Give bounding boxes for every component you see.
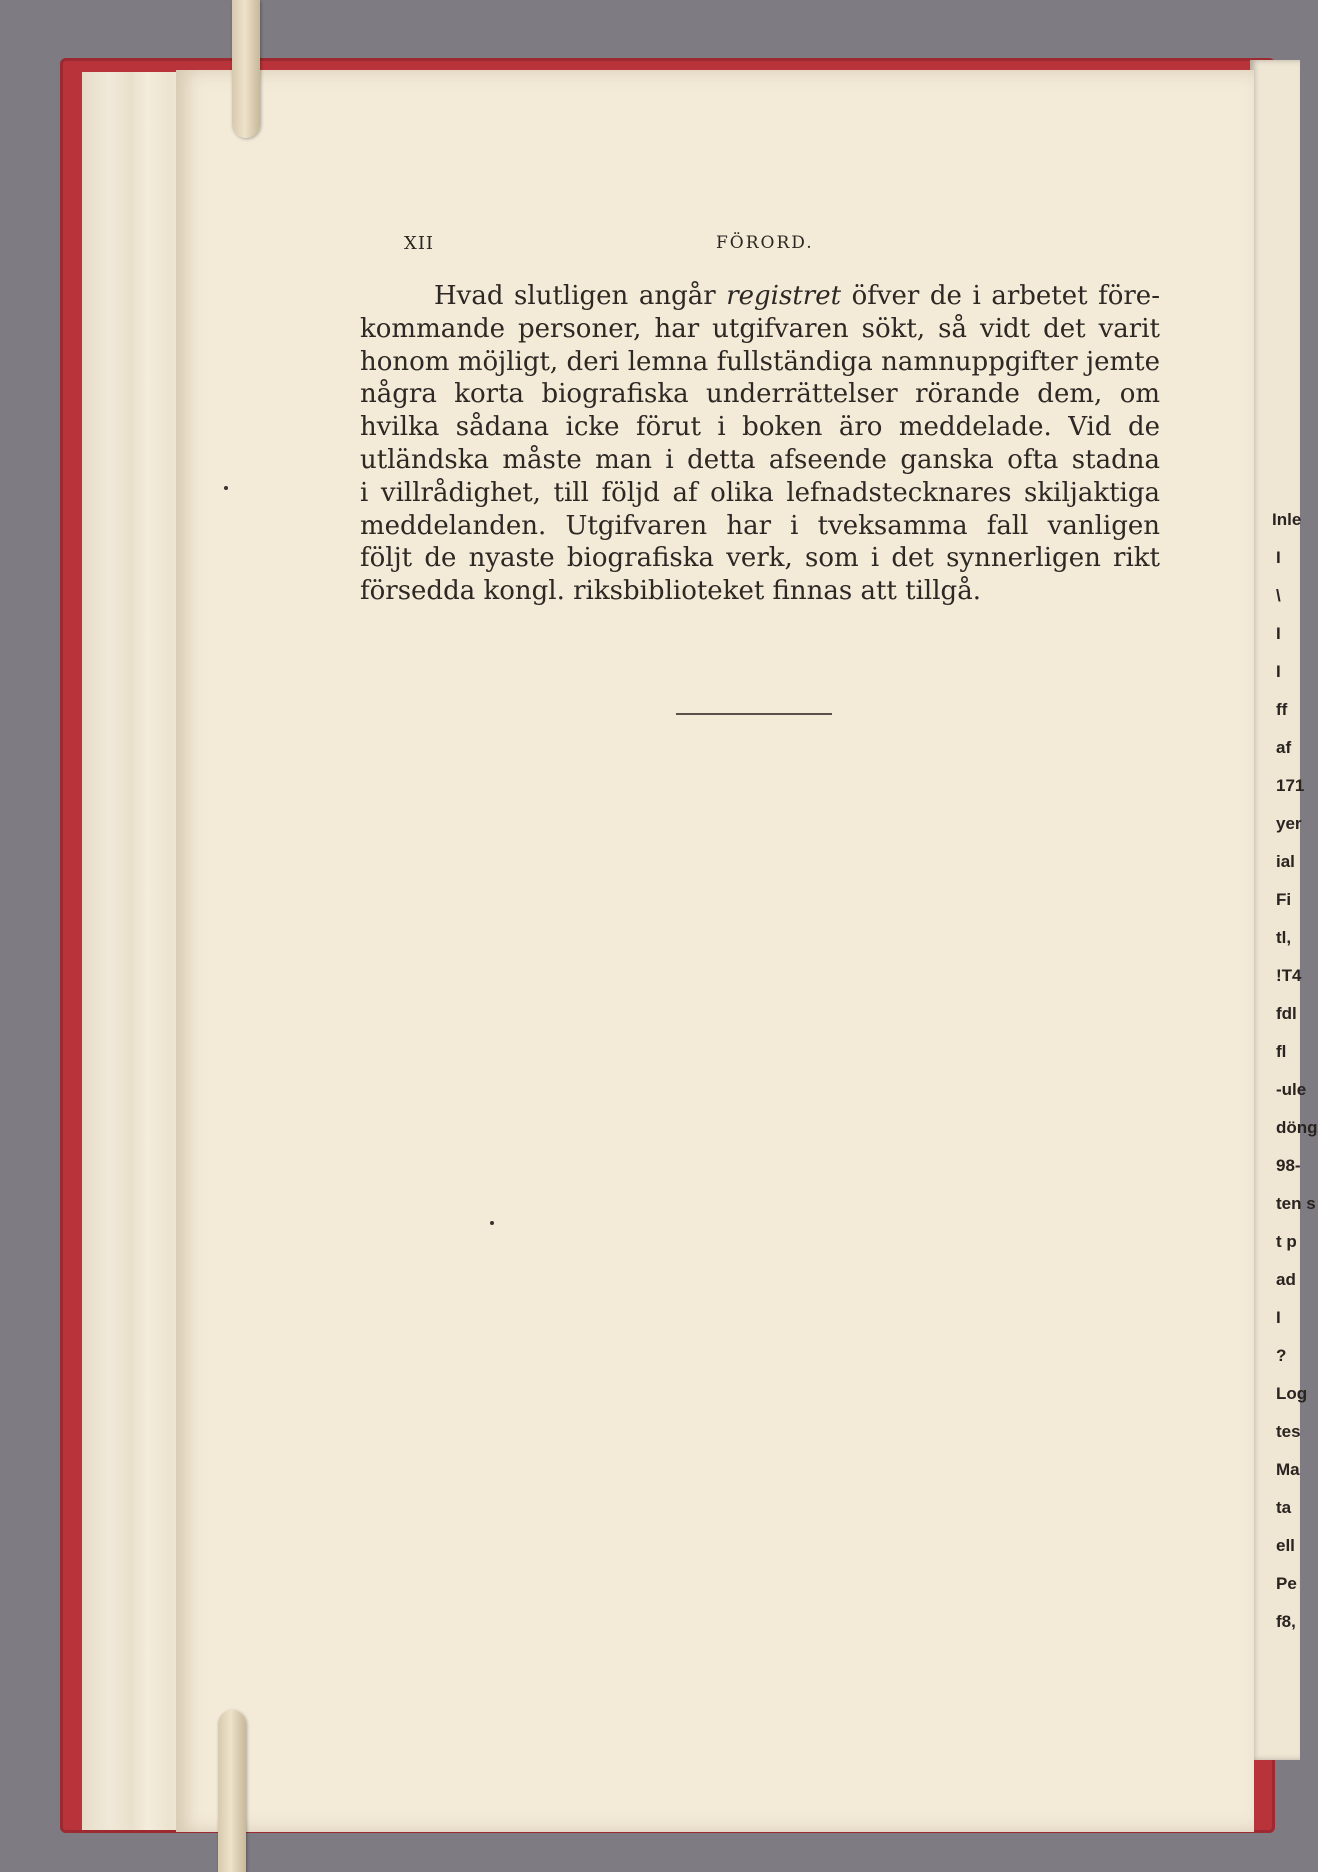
next-page-text-fragment: fl bbox=[1276, 1042, 1287, 1061]
ink-speck bbox=[490, 1221, 494, 1225]
text-run: öfver de i arbetet före- bbox=[841, 281, 1160, 311]
text-line: några korta biografiska underrättelser rörande dem, om bbox=[360, 379, 1160, 410]
chapter-title: FÖRORD. bbox=[716, 233, 814, 253]
next-page-text-fragment: ial bbox=[1276, 852, 1295, 871]
text-line: utländska måste man i detta afseende ganska ofta stadna bbox=[360, 444, 1160, 475]
text-line: följt de nyaste biografiska verk, som i det synnerligen rikt bbox=[360, 543, 1160, 574]
next-page-text-fragment: Inle bbox=[1272, 510, 1302, 529]
next-page-text-fragment: -ule bbox=[1276, 1080, 1307, 1099]
text-line: försedda kongl. riksbiblioteket finnas att tillgå. bbox=[360, 576, 981, 607]
page-clip-top bbox=[232, 0, 260, 138]
text-line bbox=[360, 280, 1160, 313]
next-page-text-fragment: Pe bbox=[1276, 1574, 1297, 1593]
next-page-text-fragment: Ma bbox=[1276, 1460, 1300, 1479]
next-page-text-fragment: ? bbox=[1276, 1346, 1287, 1365]
text-run: Hvad slutligen angår bbox=[434, 281, 727, 311]
next-page-text-fragment: I bbox=[1276, 1308, 1281, 1327]
next-page-text-fragment: f8, bbox=[1276, 1612, 1296, 1631]
next-page-text-fragment: \ bbox=[1276, 586, 1281, 605]
next-page-text-fragment: t p bbox=[1276, 1232, 1297, 1251]
next-page-text-fragment: yer bbox=[1276, 814, 1302, 833]
body-paragraph bbox=[360, 280, 1160, 608]
next-page-edge bbox=[1250, 60, 1318, 1760]
next-page-text-fragment: 171 bbox=[1276, 776, 1305, 795]
text-line: meddelanden. Utgifvaren har i tveksamma fall vanligen bbox=[360, 510, 1160, 541]
text-line: i villrådighet, till följd af olika lefnadstecknares skiljaktiga bbox=[360, 477, 1160, 508]
next-page-text-fragment: I bbox=[1276, 548, 1281, 567]
next-page-text-fragment: I bbox=[1276, 624, 1281, 643]
next-page-text-fragment: 98- bbox=[1276, 1156, 1301, 1175]
text-line: hvilka sådana icke förut i boken äro meddelade. Vid de bbox=[360, 412, 1160, 443]
next-page-text-fragment: I bbox=[1276, 662, 1281, 681]
next-page-text-fragment: ff bbox=[1276, 700, 1288, 719]
next-page-text-fragment: tes bbox=[1276, 1422, 1301, 1441]
next-page-text-fragment: ad bbox=[1276, 1270, 1296, 1289]
next-page-text-fragment: döng bbox=[1276, 1118, 1318, 1137]
section-rule bbox=[676, 713, 832, 715]
next-page-text-fragment: tl, bbox=[1276, 928, 1292, 947]
italic-term: registret bbox=[726, 281, 842, 311]
next-page-text-fragment: ten s bbox=[1276, 1194, 1316, 1213]
page-number: XII bbox=[404, 233, 435, 254]
next-page-text-fragment: Fi bbox=[1276, 890, 1292, 909]
next-page-text-fragment: !T4 bbox=[1276, 966, 1302, 985]
running-head bbox=[404, 229, 834, 259]
next-page-text-fragment: ell bbox=[1276, 1536, 1295, 1555]
ink-speck bbox=[224, 486, 228, 490]
page-clip-bottom bbox=[218, 1710, 246, 1872]
text-line: kommande personer, har utgifvaren sökt, så vidt det varit bbox=[360, 313, 1160, 344]
next-page-text-fragment: af bbox=[1276, 738, 1292, 757]
text-line: honom möjligt, deri lemna fullständiga namnuppgifter jemte bbox=[360, 346, 1160, 377]
next-page-text-fragment: ta bbox=[1276, 1498, 1292, 1517]
next-page-text-fragment: fdl bbox=[1276, 1004, 1297, 1023]
next-page-text-fragment: Log bbox=[1276, 1384, 1308, 1403]
